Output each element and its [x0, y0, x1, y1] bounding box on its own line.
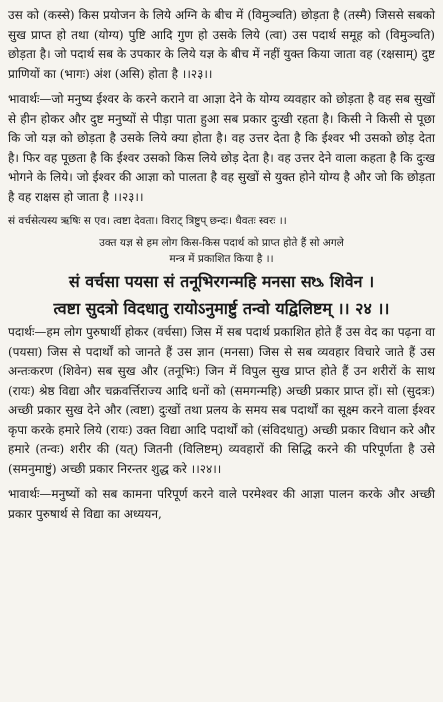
intro-line-2: मन्त्र में प्रकाशित किया है ।।	[169, 253, 274, 265]
rishi-devata-line: सं वर्चसेत्यस्य ऋषिः स एव। त्वष्टा देवता। विराट् त्रिष्टुप् छन्दः। धैवतः स्वरः ।।	[8, 215, 287, 227]
mantra-line-1: सं वर्चसा पयसा सं तनूभिरगन्महि मनसा सᳬ शिवेन ।	[68, 272, 375, 291]
previous-commentary: उस को (कस्से) किस प्रयोजन के लिये अग्नि के बीच में (विमुञ्चति) छोड़ता है (तस्मै) जिससे सबको सुख प्राप्त हो तथा (योग्य) पुष्टि आदि गुण हो उसके लिये (त्वा) उस पदार्थ समूह को (विमुञ्चति) छोड़ता है। जो पदार्थ सब के उपकार के लिये यज्ञ के बीच में नहीं युक्त किया जाता वह (रक्षसाम्) दुष्ट प्राणियों का (भागः) अंश (असि) होता है ।।२३।।	[8, 8, 435, 81]
previous-bhavarth: भावार्थः—जो मनुष्य ईश्वर के करने कराने वा आज्ञा देने के योग्य व्यवहार को छोड़ता है वह सब सुखों से हीन होकर और दुष्ट मनुष्यों से पीड़ा पाता हुआ सब प्रकार दुःखी रहता है। किसी ने किसी से पूछा कि जो यज्ञ को छोड़ता है उसके लिये क्या होता है। वह उत्तर देता है कि ईश्वर भी उसको छोड़ देता है। फिर वह पूछता है कि ईश्वर उसको किस लिये छोड़ देता है। वह उत्तर देने वाला कहता है कि दुःख भोगने के लिये। जो ईश्वर की आज्ञा को पालता है वह सुखों से युक्त होने योग्य है और जो कि छोड़ता है वह राक्षस हो जाता है ।।२३।।	[8, 92, 435, 204]
intro-line-1: उक्त यज्ञ से हम लोग किस-किस पदार्थ को प्राप्त होते हैं सो अगले	[99, 237, 344, 249]
mantra-line-2: त्वष्टा सुदत्रो विदधातु रायोऽनुमार्ष्टु तन्वो यद्विलिष्टम् ।। २४ ।।	[53, 299, 390, 318]
bhavarth-paragraph: भावार्थः—मनुष्यों को सब कामना परिपूर्ण करने वाले परमेश्वर की आज्ञा पालन करके और अच्छी प्रकार पुरुषार्थ से विद्या का अध्ययन,	[8, 487, 435, 521]
padarth-paragraph: पदार्थः—हम लोग पुरुषार्थी होकर (वर्चसा) जिस में सब पदार्थ प्रकाशित होते हैं उस वेद का पढ़ना वा (पयसा) जिस से पदार्थों को जानते हैं उस ज्ञान (मनसा) जिस से सब व्यवहार विचारे जाते हैं उस अन्तःकरण (शिवेन) सब सुख और (तनूभिः) जिन में विपुल सुख प्राप्त होते हैं उन शरीरों के साथ (रायः) श्रेष्ठ विद्या और चक्रवर्त्तिराज्य आदि धनों को (समगन्महि) अच्छी प्रकार प्राप्त हों। सो (सुदत्रः) अच्छी प्रकार सुख देने और (त्वष्टा) दुःखों तथा प्रलय के समय सब पदार्थों का सूक्ष्म करने वाला ईश्वर कृपा करके हमारे लिये (रायः) उक्त विद्या आदि पदार्थों को (संविदधातु) अच्छी प्रकार विधान करे और हमारे (तन्वः) शरीर की (यत्) जितनी (विलिष्टम्) व्यवहारों की सिद्धि करने की परिपूर्णता है उसे (समनुमाष्टुं) अच्छी प्रकार निरन्तर शुद्ध करे ।।२४।।	[8, 325, 435, 476]
